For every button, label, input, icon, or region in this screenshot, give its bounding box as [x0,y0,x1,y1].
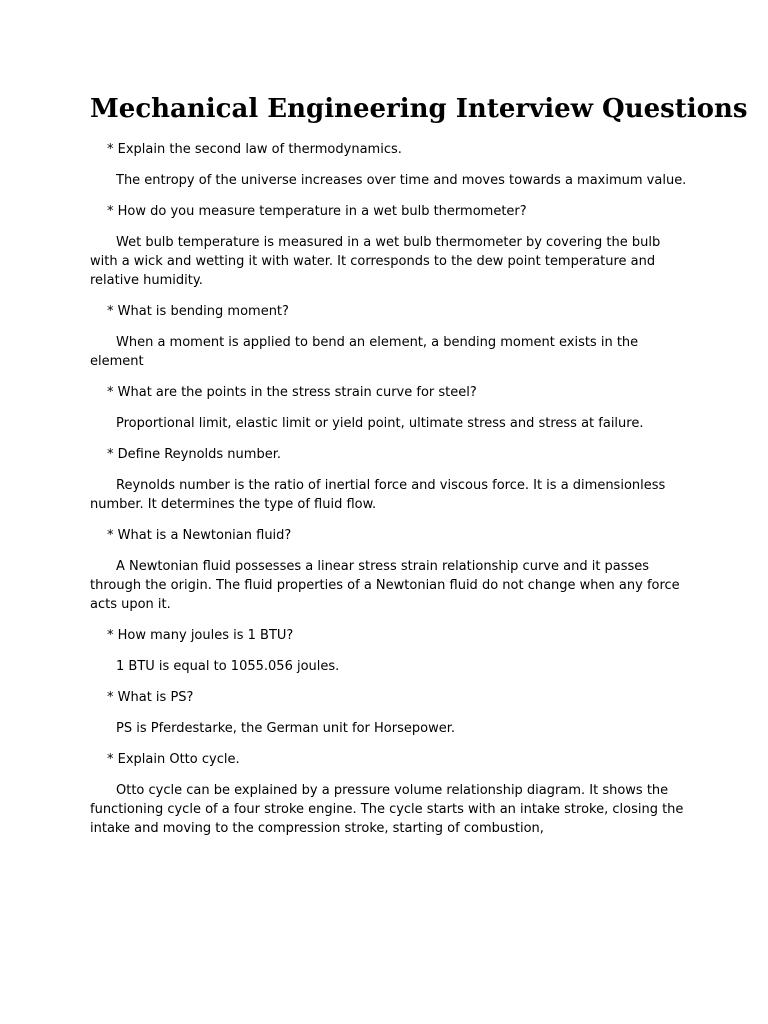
qa-item [90,302,690,371]
qa-item [90,140,690,190]
question-text: * How many joules is 1 BTU? [107,628,294,643]
qa-item [90,750,690,838]
question-text: * Explain Otto cycle. [107,752,240,767]
answer-text: Proportional limit, elastic limit or yield point, ultimate stress and stress at failure. [116,416,644,431]
question-text: * Explain the second law of thermodynamics. [107,142,402,157]
document-body [90,140,690,850]
answer-text: When a moment is applied to bend an element, a bending moment exists in the element [90,335,639,369]
qa-item [90,688,690,738]
question-text: * What is bending moment? [107,304,289,319]
question-text: * What is a Newtonian fluid? [107,528,292,543]
answer-text: A Newtonian fluid possesses a linear stress strain relationship curve and it passes through the origin. The fluid properties of a Newtonian fluid do not change when any force acts upon it. [90,559,680,612]
document-title: Mechanical Engineering Interview Questions [90,94,748,124]
answer-text: PS is Pferdestarke, the German unit for Horsepower. [116,721,455,736]
answer-text: Wet bulb temperature is measured in a wet bulb thermometer by covering the bulb with a wick and wetting it with water. It corresponds to the dew point temperature and relative humidity. [90,235,661,288]
question-text: * What is PS? [107,690,194,705]
qa-item [90,202,690,290]
answer-text: Reynolds number is the ratio of inertial force and viscous force. It is a dimensionless number. It determines the type of fluid flow. [90,478,666,512]
answer-text: 1 BTU is equal to 1055.056 joules. [116,659,340,674]
qa-item [90,626,690,676]
question-text: * Define Reynolds number. [107,447,281,462]
answer-text: The entropy of the universe increases over time and moves towards a maximum value. [116,173,687,188]
qa-item [90,383,690,433]
answer-text: Otto cycle can be explained by a pressure volume relationship diagram. It shows the functioning cycle of a four stroke engine. The cycle starts with an intake stroke, closing the intake and moving to the compression stroke, starting of combustion, [90,783,684,836]
question-text: * How do you measure temperature in a wet bulb thermometer? [107,204,527,219]
qa-item [90,526,690,614]
question-text: * What are the points in the stress strain curve for steel? [107,385,477,400]
qa-item [90,445,690,514]
